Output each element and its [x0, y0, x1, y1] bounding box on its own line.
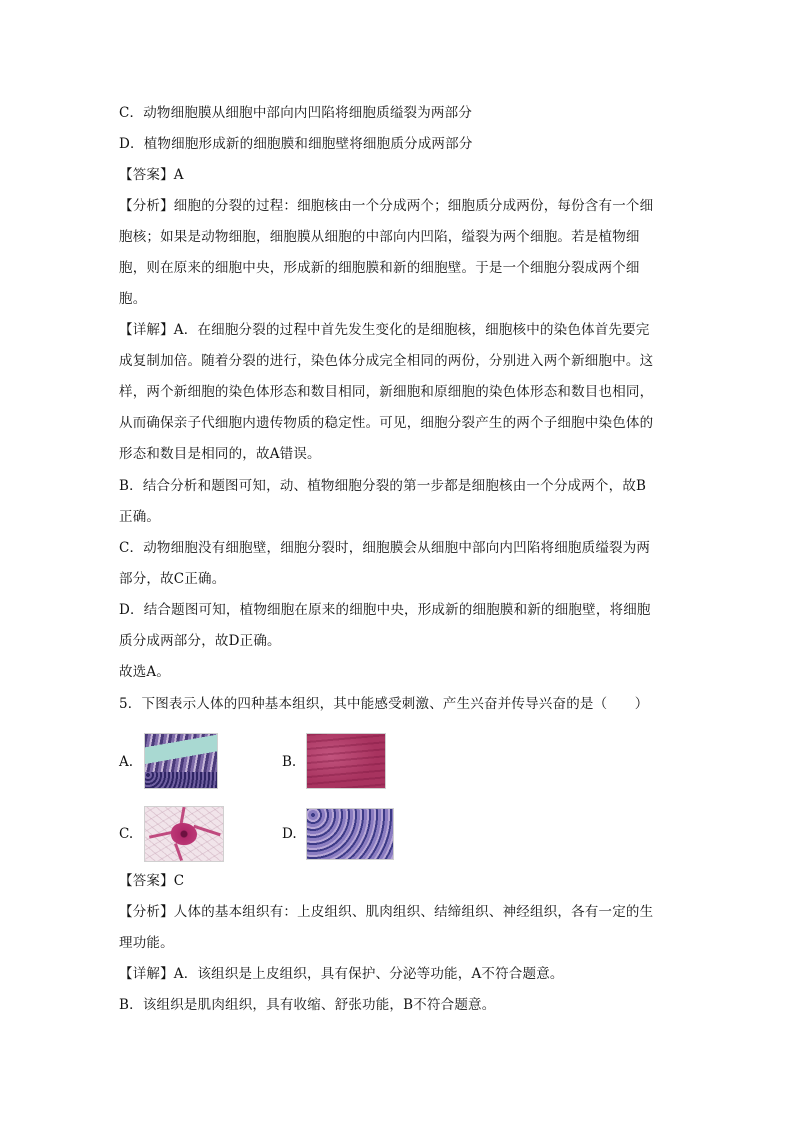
text-line: 【详解】A．该组织是上皮组织，具有保护、分泌等功能，A不符合题意。 [119, 966, 564, 982]
text-line: 【答案】A [119, 167, 184, 183]
option-a-epithelial-image [144, 733, 218, 789]
text-line: 【详解】A．在细胞分裂的过程中首先发生变化的是细胞核，细胞核中的染色体首先要完 [119, 322, 650, 338]
option-d-connective-image [306, 808, 394, 860]
text-line: 部分，故C正确。 [119, 571, 226, 587]
text-line: C．动物细胞没有细胞壁，细胞分裂时，细胞膜会从细胞中部向内凹陷将细胞质缢裂为两 [119, 540, 651, 556]
text-line: B．结合分析和题图可知，动、植物细胞分裂的第一步都是细胞核由一个分成两个，故B [119, 478, 647, 494]
text-line: 质分成两部分，故D正确。 [119, 633, 281, 649]
text-line: C．动物细胞膜从细胞中部向内凹陷将细胞质缢裂为两部分 [119, 105, 473, 121]
text-line: 样，两个新细胞的染色体形态和数目相同，新细胞和原细胞的染色体形态和数目也相同， [119, 384, 654, 400]
text-line: 理功能。 [119, 935, 174, 951]
text-line: 从而确保亲子代细胞内遗传物质的稳定性。可见，细胞分裂产生的两个子细胞中染色体的 [119, 415, 654, 431]
option-a-label: A. [119, 754, 134, 770]
option-b-muscle-image [306, 733, 386, 789]
text-line: 【答案】C [119, 873, 185, 889]
text-line: B．该组织是肌肉组织，具有收缩、舒张功能，B不符合题意。 [119, 997, 496, 1013]
text-line: 胞核；如果是动物细胞，细胞膜从细胞的中部向内凹陷，缢裂为两个细胞。若是植物细 [119, 229, 640, 245]
text-line: D．植物细胞形成新的细胞膜和细胞壁将细胞质分成两部分 [119, 136, 473, 152]
text-line: 【分析】人体的基本组织有：上皮组织、肌肉组织、结缔组织、神经组织，各有一定的生 [119, 904, 654, 920]
text-line: 故选A。 [119, 664, 171, 680]
option-c-nerve-image [144, 806, 224, 862]
text-line: D．结合题图可知，植物细胞在原来的细胞中央，形成新的细胞膜和新的细胞壁，将细胞 [119, 602, 651, 618]
text-line: 【分析】细胞的分裂的过程：细胞核由一个分成两个；细胞质分成两份，每份含有一个细 [119, 198, 654, 214]
text-line: 正确。 [119, 509, 161, 525]
text-line: 胞，则在原来的细胞中央，形成新的细胞膜和新的细胞壁。于是一个细胞分裂成两个细 [119, 260, 640, 276]
option-d-label: D. [282, 826, 297, 842]
text-line: 胞。 [119, 291, 147, 307]
option-b-label: B. [282, 754, 297, 770]
text-line: 5．下图表示人体的四种基本组织，其中能感受刺激、产生兴奋并传导兴奋的是（ ） [119, 696, 649, 712]
text-line: 形态和数目是相同的，故A错误。 [119, 446, 321, 462]
option-c-label: C. [119, 826, 134, 842]
text-line: 成复制加倍。随着分裂的进行，染色体分成完全相同的两份，分别进入两个新细胞中。这 [119, 353, 654, 369]
